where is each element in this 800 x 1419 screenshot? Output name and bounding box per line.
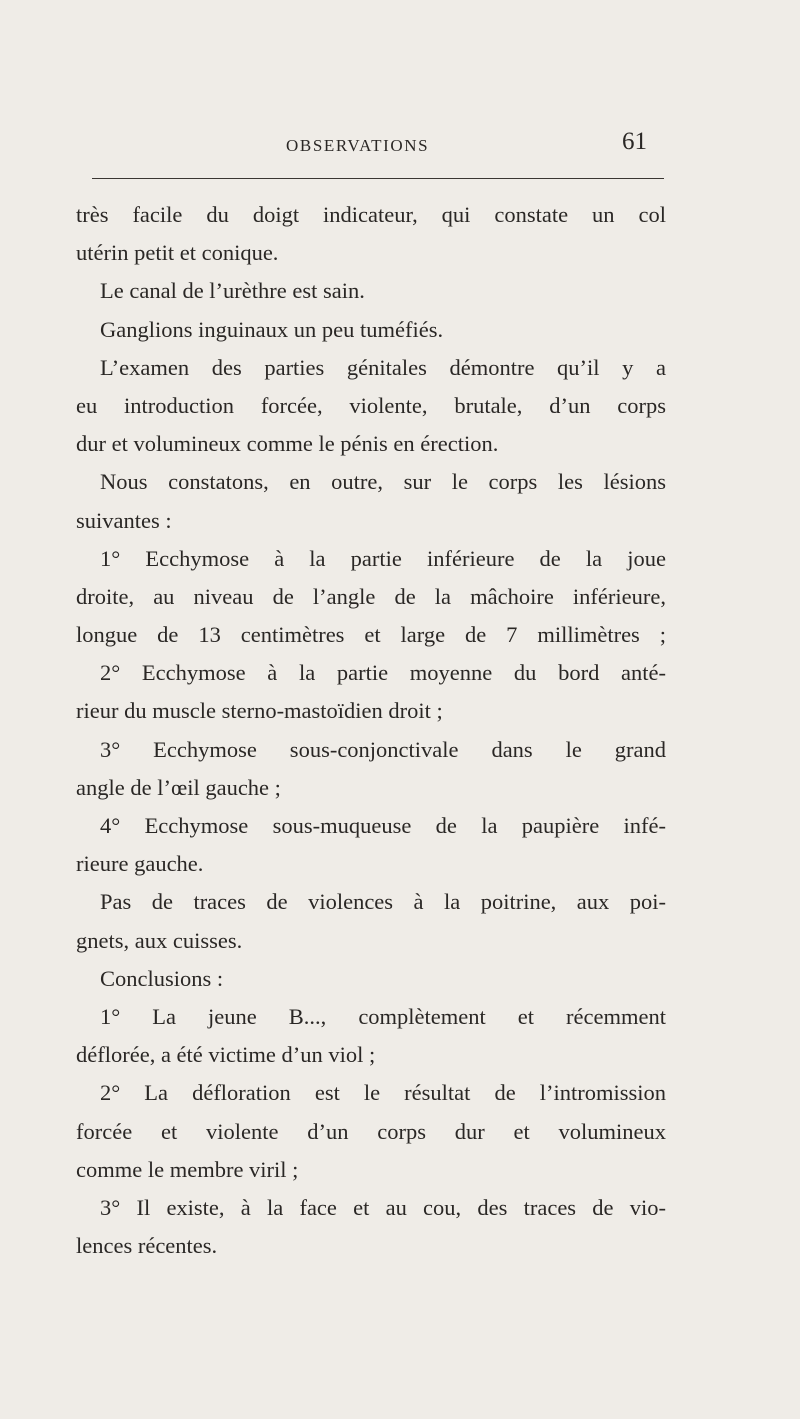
body-text: [76, 196, 666, 1265]
text-line: 3° Ecchymose sous-conjonctivale dans le grand: [100, 736, 666, 762]
text-line: Nous constatons, en outre, sur le corps les lésions: [100, 469, 666, 495]
text-line: longue de 13 centimètres et large de 7 millimètres ;: [76, 622, 666, 648]
text-line: Conclusions :: [100, 965, 224, 991]
text-line: 1° Ecchymose à la partie inférieure de la joue: [100, 545, 666, 571]
text-line: Pas de traces de violences à la poitrine, aux poi-: [100, 889, 666, 915]
text-line: gnets, aux cuisses.: [76, 927, 243, 953]
text-line: utérin petit et conique.: [76, 240, 279, 266]
text-line: Ganglions inguinaux un peu tuméfiés.: [100, 316, 444, 342]
text-line: angle de l’œil gauche ;: [76, 774, 281, 800]
text-line: très facile du doigt indicateur, qui constate un col: [76, 202, 666, 227]
running-head-title: OBSERVATIONS: [286, 136, 430, 155]
running-head: [0, 128, 800, 168]
text-line: 2° La défloration est le résultat de l’intromission: [100, 1080, 666, 1106]
text-line: forcée et violente d’un corps dur et volumineux: [76, 1118, 666, 1144]
text-line: rieure gauche.: [76, 851, 204, 877]
text-line: 3° Il existe, à la face et au cou, des traces de vio-: [100, 1194, 666, 1220]
text-line: 4° Ecchymose sous-muqueuse de la paupière infé-: [100, 813, 666, 838]
text-line: suivantes :: [76, 507, 172, 533]
text-line: 2° Ecchymose à la partie moyenne du bord anté-: [100, 660, 666, 686]
text-line: 1° La jeune B..., complètement et récemment: [100, 1003, 666, 1029]
text-line: rieur du muscle sterno-mastoïdien droit ;: [76, 698, 443, 724]
page-number: 61: [622, 128, 647, 155]
text-line: eu introduction forcée, violente, brutale, d’un corps: [76, 392, 666, 418]
text-line: droite, au niveau de l’angle de la mâchoire inférieure,: [76, 583, 666, 609]
text-line: lences récentes.: [76, 1233, 218, 1259]
text-line: déflorée, a été victime d’un viol ;: [76, 1042, 376, 1068]
text-line: L’examen des parties génitales démontre qu’il y a: [100, 354, 666, 380]
text-line: dur et volumineux comme le pénis en érection.: [76, 431, 499, 457]
header-rule: [92, 178, 664, 179]
text-line: Le canal de l’urèthre est sain.: [100, 278, 365, 304]
text-line: comme le membre viril ;: [76, 1156, 299, 1182]
